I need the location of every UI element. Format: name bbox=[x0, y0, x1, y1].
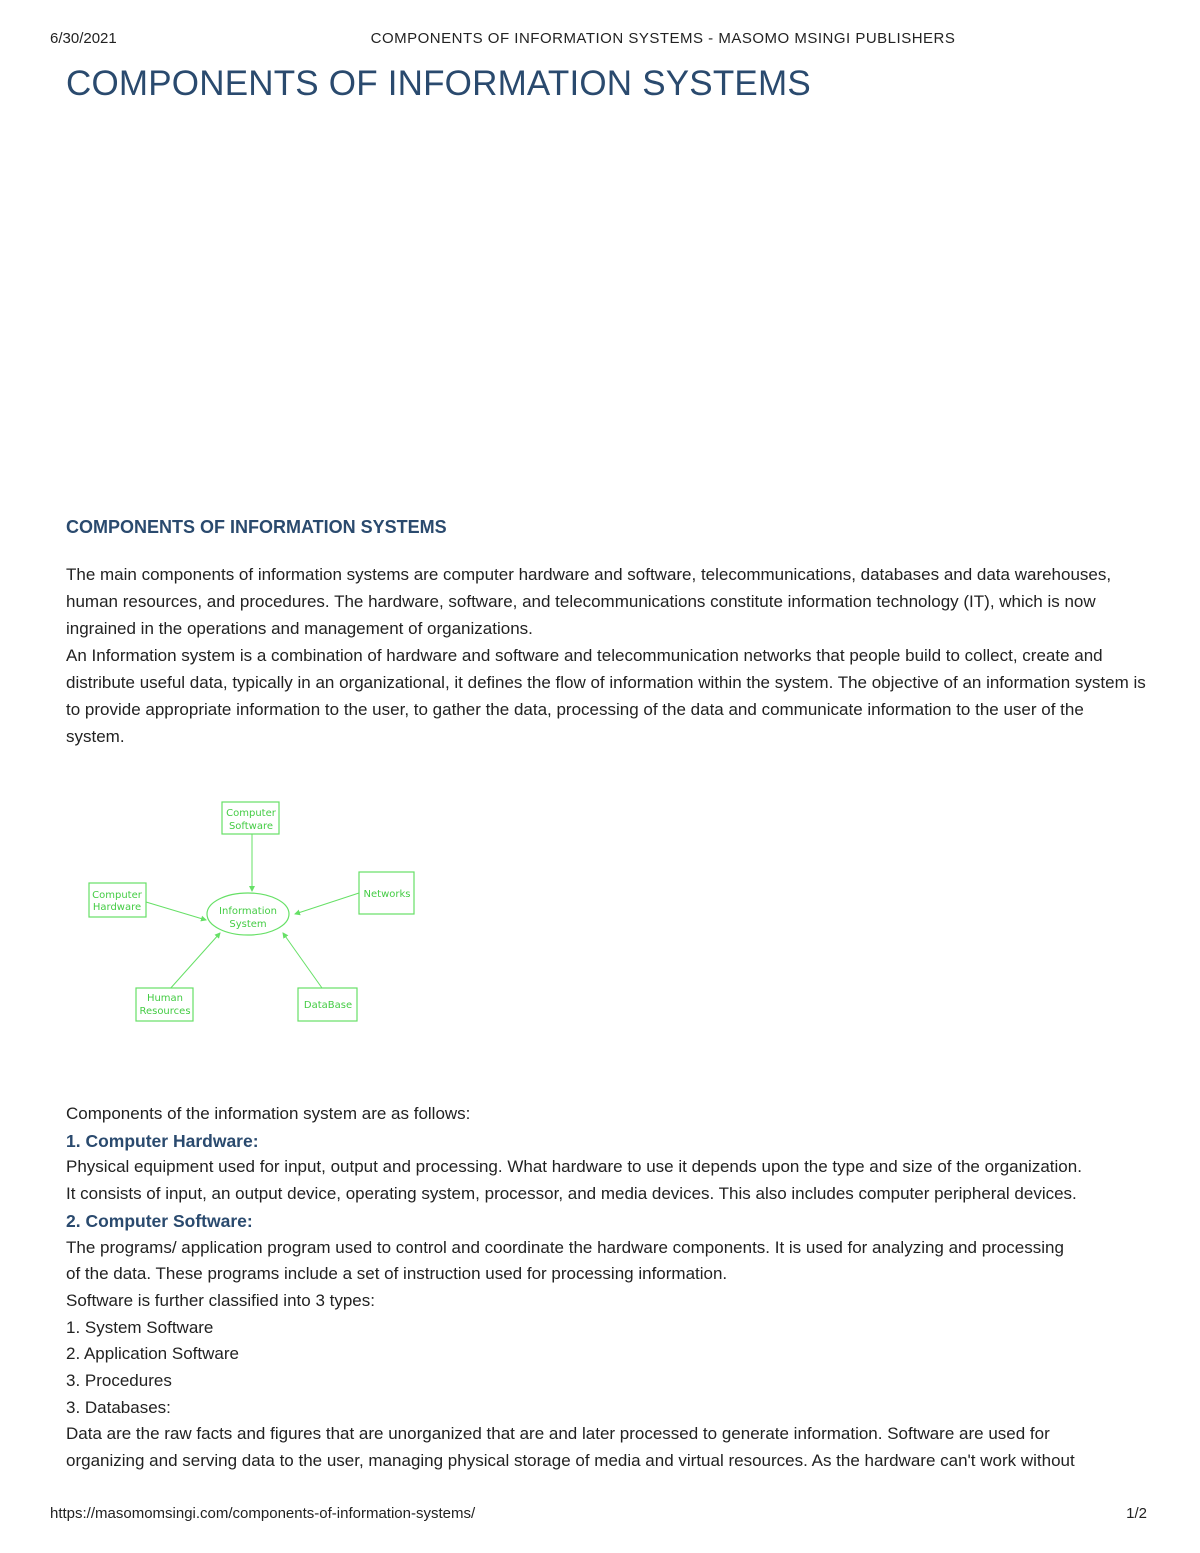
hardware-label-1: Computer bbox=[92, 890, 142, 901]
hardware-line-1: Physical equipment used for input, output and processing. What hardware to use it depends upon the type and size of the organization. bbox=[66, 1157, 1082, 1177]
software-label-1: Computer bbox=[226, 808, 276, 819]
human-label-1: Human bbox=[146, 993, 184, 1004]
software-line-1: The programs/ application program used to control and coordinate the hardware components. It is used for analyzing and processing bbox=[66, 1237, 1064, 1257]
arrow-hardware bbox=[146, 902, 206, 920]
hardware-heading: 1. Computer Hardware: bbox=[66, 1130, 259, 1151]
information-system-diagram bbox=[66, 792, 446, 1037]
database-label: DataBase bbox=[303, 1000, 353, 1011]
databases-line-1: Data are the raw facts and figures that are unorganized that are and later processed to generate information. Software are used for bbox=[66, 1424, 1050, 1444]
software-type-1: 1. System Software bbox=[66, 1317, 214, 1337]
databases-line-2: organizing and serving data to the user, managing physical storage of media and virtual resources. As the hardware can't work without bbox=[66, 1451, 1075, 1471]
center-label-2: System bbox=[229, 919, 267, 930]
intro-text bbox=[66, 561, 1146, 750]
page-title: COMPONENTS OF INFORMATION SYSTEMS bbox=[66, 64, 811, 103]
components-body bbox=[66, 1101, 1156, 1475]
networks-label: Networks bbox=[363, 889, 411, 900]
software-label-2: Software bbox=[228, 821, 274, 832]
hardware-line-2: It consists of input, an output device, operating system, processor, and media devices. This also includes computer peripheral devices. bbox=[66, 1184, 1077, 1204]
arrow-human bbox=[169, 933, 220, 990]
software-type-2: 2. Application Software bbox=[66, 1344, 239, 1364]
hardware-label-2: Hardware bbox=[92, 902, 142, 913]
software-heading: 2. Computer Software: bbox=[66, 1210, 253, 1231]
intro-paragraph-2: An Information system is a combination of hardware and software and telecommunication networks that people build to collect, create and distribute useful data, typically in an organizational, it defines the flow of information within the system. The objective of an information system is to provide appropriate information to the user, to gather the data, processing of the data and communicate information to the user of the system. bbox=[66, 646, 1146, 746]
footer-page-number: 1/2 bbox=[1126, 1505, 1147, 1522]
databases-heading: 3. Databases: bbox=[66, 1397, 171, 1417]
header-title: COMPONENTS OF INFORMATION SYSTEMS - MASOMO MSINGI PUBLISHERS bbox=[370, 30, 956, 47]
software-types: Software is further classified into 3 types: bbox=[66, 1290, 375, 1310]
center-label-1: Information bbox=[219, 906, 277, 917]
footer-url[interactable]: https://masomomsingi.com/components-of-information-systems/ bbox=[50, 1505, 476, 1522]
arrow-database bbox=[283, 933, 322, 988]
header-date: 6/30/2021 bbox=[50, 30, 117, 47]
blank-ad-area bbox=[66, 120, 1136, 500]
human-label-2: Resources bbox=[139, 1006, 191, 1017]
section-heading: COMPONENTS OF INFORMATION SYSTEMS bbox=[66, 517, 447, 537]
components-intro: Components of the information system are as follows: bbox=[66, 1104, 471, 1123]
software-type-3: 3. Procedures bbox=[66, 1371, 172, 1391]
software-line-2: of the data. These programs include a set of instruction used for processing information. bbox=[66, 1264, 728, 1284]
arrow-networks bbox=[295, 893, 359, 914]
intro-paragraph-1: The main components of information systems are computer hardware and software, telecommunications, databases and data warehouses, human resources, and procedures. The hardware, software, and telecommunications constitute information technology (IT), which is now ingrained in the operations and management of organizations. bbox=[66, 565, 1112, 638]
